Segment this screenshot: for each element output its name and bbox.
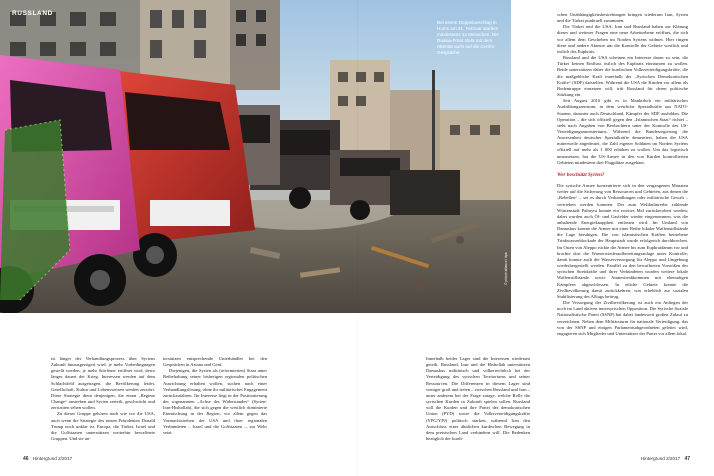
paragraph: Die Türkei und die USA, Iran und Russland haben zur Klärung dieser und weiterer Fragen eine neue Arbeitsebene eröffnet, die sich vor allem dem Geschehen im Norden Syriens widmet. Hier ringen diese und andere Akteure um die Kontrolle der Gebiete westlich und östlich des Euphrats. [557,24,688,54]
text-column-left-2 [163,356,267,436]
folio-left [20,456,72,462]
magazine-issue-left: Hintergrund 2/2017 [32,456,73,461]
paragraph: Die syrische Armee konzentrierte sich in den vergangenen Monaten weiter auf die Sicherung von Ressourcen und Gebieten, aus denen die „Rebellen“ – sei es durch Verhandlungen oder militärische Gewalt – vertrieben werden konnten. Der zum Weltkulturerbe zählende Wüstenstadt Palmyra konnte ein zweites Mal zurückerobert werden; dabei wurden auch Öl- und Gasfelder wieder eingenommen, was die anhaltende Energieknappheit entlasten wird. Im Umland von Damaskus konnte die Armee mit einer Reihe lokaler Waffenstillstände die Lage beruhigen. Die von islamistischen Kräften betriebene Trinkwasserblockade der Hauptstadt wurde erfolgreich durchbrochen. Im Osten von Aleppo rückte die Armee bis zum Euphratdamm vor und brachte dort die Wasserwiederaufbereitungsanlage unter Kontrolle; damit konnte auch die Wasserversorgung für Aleppo und Umgebung wiederhergestellt werden. Parallel zu den bewaffneten Vorstößen der syrischen Streitkräfte und ihrer Verbündeten wurden weitere lokale Waffenstillstände sowie Amnestieabkommen mit ehemaligen Kämpfern abgeschlossen. In etliche Gebiete konnte die Zivilbevölkerung damit zurückkehren, was erheblich zur sozialen Stabilisierung des Alltags beitrug. [557,183,688,299]
paragraph: ist länger der Verhandlungsprozess über Syriens Zukunft hinausgezögert wird, je mehr Vorbedingungen gestellt werden, je mehr Störfeuer eröffnet wird, desto länger dauert der Krieg. Interessen werden auf dem Schlachtfeld ausgetragen, die Bevölkerung leidet, Gesellschaft, Kultur und Lebensweisen werden zerstört. Diese Strategie dient denjenigen, die einen „Regime Change“ anstreben und Syrien zerteilt, geschwächt und zerstritten sehen wollen. [51,356,155,411]
photo-credit: © picture alliance / dpa [504,252,508,285]
paragraph: terstützen entsprechende Unterhändler bei den Gesprächen in Astana und Genf. [163,356,267,368]
text-column-right-2 [557,12,688,337]
text-column-left-1 [51,356,155,442]
paragraph: Innerhalb beider Lager sind die Interessen wiederum geteilt. Russland, Iran und die Hisbollah unterstützen Damaskus militärisch und völkerrechtlich bei der Verteidigung des syrischen Territoriums und seiner Ressourcen. Die Differenzen in diesem Lager sind weniger groß und treten – zwischen Russland und Iran – unter anderem bei der Frage zutage, welche Rolle die syrischen Kurden in Zukunft spielen sollen. Russland will die Kurden und ihre Partei der demokratischen Union (PYD) sowie die Volksverteidigungskräfte (YPG/YPJ) politisch stärken, während Iran den Ausschluss einer ähnlichen kurdischen Bewegung in dem preisischen Land verhindern will. Die Bedenken bezüglich der kurdi- [426,356,530,442]
text-column-right-1 [426,356,530,442]
paragraph: Russland und die USA scheinen ein Interesse daran zu sein, die Türkei keinen Einfluss östlich des Euphrats einräumen zu wollen. Beide unterstützen daher die kurdischen Volksverteidigungskräfte, die die maßgebliche Kraft innerhalb der „Syrischen Demokratischen Kräfte“ (SDF) darstellen. Während die USA die Kurden vor allem als Bodentruppe einsetzen will, tritt Russland für deren politische Stärkung ein. [557,55,688,98]
magazine-issue-right: Hintergrund 2/2017 [640,456,681,461]
photo-caption: Bei einem Doppelanschlag in Homs am 21. Februar starben mindestens 42 Menschen. Die Russia-Front steht mit dem Attentat auch auf die Genfer Gespräche. [437,20,499,56]
page-number-right: 47 [684,456,690,462]
paragraph: Die Versorgung der Zivilbevölkerung ist auch ein Anliegen der noch im Land aktiven innersyrischen Opposition. Die Syrische Soziale Nationalistische Partei (SSNP) hat dabei landesweit großen Zulauf zu verzeichnen. Neben dem Militärsturm für nationale Verteidigung, das von der SSNP und einigen Parlamentsabgeordneten geleitet wird, engagieren sich Mitglieder und Unterstützer der Partei vor allem lokal. [557,300,688,336]
section-subheading: Wer beschützt Syrien? [557,171,605,178]
page-gutter [357,0,358,476]
hero-photo [0,0,511,313]
section-tag: RUSSLAND [12,10,53,17]
paragraph: schen Unabhängigkeitsbestrebungen bringen wiederum Iran, Syrien und die Türkei punktuell zusammen. [557,12,688,24]
folio-right [641,456,693,462]
page-number-left: 46 [23,456,29,462]
paragraph: Diejenigen, die Syrien als (reformierten) Staat unter Beibehaltung seiner bisherigen regionalen politischen Ausrichtung erhalten wollen, suchen nach einer Verhandlungslösung, ohne ihr militärisches Engagement zurückzufahren. Ihr Interesse liegt in der Positionierung der sogenannten „Achse des Widerstandes“ (Syrien-Iran-Hisbollah), die sich gegen die westlich dominierte Einmischung in der Region, vor allem gegen das Vormachtstreben der USA und ihrer regionalen Verbündeten – Israel und die Golfstaaten –, zur Wehr setzt. [163,368,267,435]
paragraph: Zu dieser Gruppe gehören nach wie vor die USA, auch wenn die Strategie des neuen Präsidenten Donald Trump noch unklar ist. Europa, die Türkei, Israel und die Golfstaaten unterstützen weiterhin bewaffnete Gruppen. Und sie un- [51,411,155,442]
street-scene-illustration [0,0,511,313]
paragraph: Seit August 2016 gibt es in Manbidsch ein militärisches Ausbildungszentrum, in dem westliche Spezialkräfte aus NATO-Staaten, darunter auch Deutschland, Kämpfer der SDF ausbilden. Die Operation – die sich offiziell gegen den „Islamischen Staat“ richtet – steht nach Angaben von Beobachtern unter der Kontrolle des US-Verteidigungsministeriums. Während die Bundesregierung die Anwesenheit deutscher Spezialkräfte dementiert, haben die USA mitterweile angedeutet, die Zahl eigener Soldaten im Norden Syriens offiziell auf mehr als 1 000 erhöhen zu wollen. Um das logistisch umzusetzen, hat die US-Armee in den von Kurden kontrollierten Gebieten mindestens drei Flugplätze ausgebaut. [557,98,688,165]
